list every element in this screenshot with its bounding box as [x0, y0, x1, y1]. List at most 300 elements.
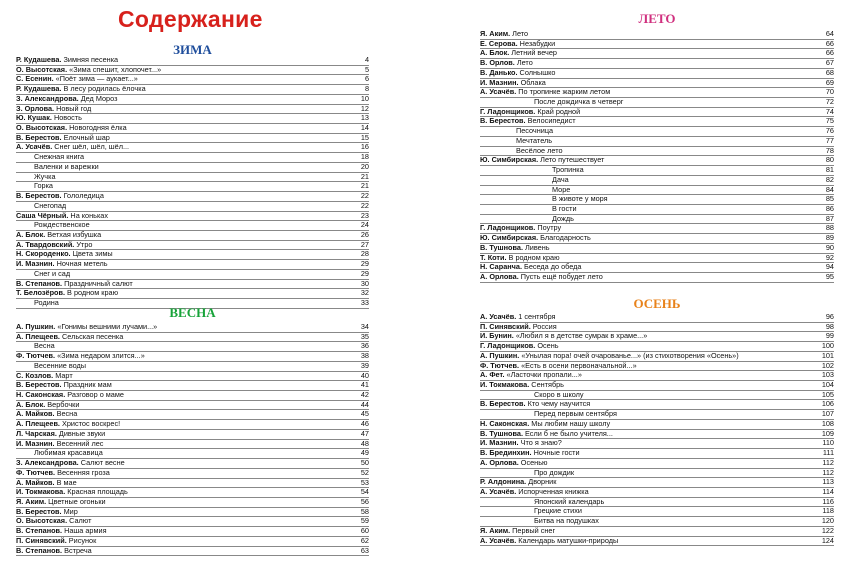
toc-entry[interactable]	[16, 289, 369, 299]
toc-entry-text	[480, 448, 580, 457]
toc-entry-page: 87	[825, 213, 834, 223]
toc-entry-text	[16, 507, 78, 516]
toc-entry-text	[16, 133, 110, 142]
toc-entry-page: 90	[825, 242, 834, 252]
toc-list-zima	[16, 56, 369, 309]
toc-entry-text	[16, 74, 138, 83]
toc-entry-text	[480, 341, 559, 350]
toc-entry-title: Цвета зимы	[72, 249, 113, 259]
toc-entry-page: 21	[360, 171, 369, 181]
toc-entry-page: 62	[360, 535, 369, 545]
toc-entry-page: 107	[821, 409, 834, 419]
toc-entry-text	[16, 536, 96, 545]
toc-entry-page: 18	[360, 152, 369, 162]
toc-entry-title: Про дождик	[534, 467, 575, 477]
toc-entry-title: Пусть ещё побудет лето	[520, 271, 603, 281]
toc-entry-page: 48	[360, 438, 369, 448]
toc-entry-author: В. Орлов.	[480, 58, 515, 68]
toc-entry-text	[480, 312, 556, 321]
toc-entry[interactable]	[16, 333, 369, 343]
toc-entry-page: 122	[821, 525, 834, 535]
toc-entry-author: Саша Чёрный.	[16, 210, 69, 220]
toc-entry-text	[480, 78, 546, 87]
toc-entry-title: Любимая красавица	[34, 448, 103, 458]
toc-entry-author: И. Бунин.	[480, 331, 514, 341]
toc-entry-title: Сентябрь	[531, 380, 564, 390]
toc-entry-text	[480, 155, 604, 164]
toc-entry-author: А. Блок.	[16, 399, 46, 409]
toc-entry-title: В мае	[56, 477, 77, 487]
toc-entry-title: Осенью	[520, 457, 548, 467]
toc-entry-page: 110	[822, 438, 834, 448]
toc-entry-text	[480, 506, 582, 515]
toc-entry-text	[16, 390, 124, 399]
toc-entry-page: 54	[360, 487, 369, 497]
toc-entry-text	[480, 39, 555, 48]
toc-entry-author: А. Орлова.	[480, 271, 519, 281]
toc-entry-page: 106	[821, 399, 834, 409]
toc-entry-author: Л. Чарская.	[16, 428, 57, 438]
toc-entry-author: В. Тушнова.	[480, 242, 523, 252]
toc-entry-title: Дивные звуки	[58, 428, 106, 438]
toc-entry-text	[16, 269, 70, 278]
toc-entry-title: В родном краю	[67, 288, 119, 298]
toc-entry-text	[480, 146, 563, 155]
toc-entry-author: В. Брединхин.	[480, 448, 532, 458]
toc-entry-author: Т. Белозёров.	[16, 288, 66, 298]
toc-entry-title: Праздник мам	[63, 380, 112, 390]
toc-entry-page: 99	[825, 331, 834, 341]
toc-entry-title: Весенний лес	[56, 438, 104, 448]
toc-entry-text	[480, 204, 577, 213]
toc-entry-text	[16, 191, 104, 200]
toc-entry-title: Праздничный салют	[64, 278, 133, 288]
toc-entry-title: Рождественское	[34, 220, 90, 230]
toc-entry-author: А. Орлова.	[480, 457, 519, 467]
toc-entry-page: 58	[360, 506, 369, 516]
toc-entry-text	[480, 107, 580, 116]
toc-entry[interactable]	[16, 192, 369, 202]
toc-entry-author: О. Высотская.	[16, 516, 68, 526]
toc-entry-author: Н. Саранча.	[480, 262, 522, 272]
toc-entry-title: Разговор о маме	[67, 390, 124, 400]
toc-entry-title: Горка	[34, 181, 53, 191]
toc-entry-author: А. Пушкин.	[480, 350, 520, 360]
toc-entry-title: Поутру	[537, 223, 562, 233]
toc-entry-title: В лесу родилась ёлочка	[63, 84, 146, 94]
toc-entry-title: Лето	[512, 29, 529, 38]
toc-entry-page: 45	[360, 409, 369, 419]
toc-entry-page: 5	[364, 64, 369, 74]
toc-entry-text	[480, 380, 564, 389]
toc-entry-page: 34	[360, 322, 369, 331]
toc-entry-title: Летний вечер	[511, 48, 557, 58]
toc-entry-page: 102	[821, 360, 834, 370]
toc-entry-title: Грецкие стихи	[534, 506, 582, 516]
toc-entry-author: И. Токмакова.	[480, 380, 530, 390]
toc-entry-title: Россия	[532, 321, 557, 331]
toc-entry-page: 26	[360, 229, 369, 239]
toc-entry-title: Мы любим нашу школу	[531, 418, 611, 428]
toc-entry-page: 22	[360, 200, 369, 210]
toc-entry-text	[480, 253, 560, 262]
toc-entry-author: А. Плещеев.	[16, 419, 60, 429]
toc-entry-text	[16, 380, 112, 389]
toc-entry-title: Если б не было учителя...	[525, 428, 613, 438]
toc-entry-title: Снегопад	[34, 200, 67, 210]
toc-entry[interactable]	[480, 273, 834, 283]
toc-entry-page: 98	[825, 321, 834, 331]
toc-entry-page: 23	[360, 210, 369, 220]
toc-entry-title: Салют	[69, 516, 92, 526]
toc-entry-text	[16, 288, 118, 297]
toc-entry-page: 100	[821, 341, 834, 351]
toc-entry-title: Ветхая избушка	[47, 229, 102, 239]
toc-entry-author: В. Берестов.	[16, 191, 62, 201]
toc-entry-author: Ю. Кушак.	[16, 113, 52, 123]
toc-entry-title: Перед первым сентября	[534, 409, 617, 419]
toc-entry-page: 24	[360, 220, 369, 230]
toc-entry-text	[16, 113, 82, 122]
toc-entry-title: В родном краю	[508, 252, 560, 262]
toc-entry-author: А. Фет.	[480, 370, 505, 380]
toc-entry[interactable]	[16, 173, 369, 183]
section-heading-leto: ЛЕТО	[638, 11, 676, 26]
toc-entry-page: 47	[360, 428, 369, 438]
toc-entry-page: 4	[364, 55, 369, 64]
toc-entry-author: Я. Аким.	[480, 525, 511, 535]
toc-entry-author: А. Усачёв.	[480, 312, 517, 321]
toc-entry-page: 41	[360, 380, 369, 390]
toc-entry-title: Ливень	[525, 242, 550, 252]
toc-entry-page: 36	[360, 341, 369, 351]
toc-entry-title: Облака	[520, 77, 546, 87]
toc-entry-author: И. Мазнин.	[16, 259, 55, 269]
toc-entry-page: 44	[360, 399, 369, 409]
toc-entry-author: П. Синявский.	[480, 321, 531, 331]
toc-entry-text	[480, 29, 528, 38]
toc-entry-page: 12	[360, 103, 369, 113]
toc-entry-text	[480, 136, 552, 145]
toc-entry-text	[16, 55, 118, 64]
toc-entry-text	[480, 487, 589, 496]
toc-entry-text	[480, 331, 647, 340]
toc-entry-text	[16, 211, 108, 220]
toc-entry-page: 53	[360, 477, 369, 487]
toc-entry-text	[480, 526, 555, 535]
toc-entry-author: А. Майков.	[16, 409, 55, 419]
toc-entry-author: О. Высотская.	[16, 123, 68, 133]
toc-entry-text	[480, 223, 561, 232]
toc-entry-page: 74	[825, 106, 834, 116]
toc-entry-text	[480, 468, 574, 477]
toc-entry-page: 28	[360, 249, 369, 259]
toc-entry[interactable]	[16, 163, 369, 173]
toc-entry-page: 96	[825, 312, 834, 321]
toc-entry-text	[16, 458, 125, 467]
toc-entry-author: А. Майков.	[16, 477, 55, 487]
toc-entry-page: 29	[360, 268, 369, 278]
toc-entry-page: 39	[360, 360, 369, 370]
toc-entry-author: Г. Ладонщиков.	[480, 106, 536, 116]
toc-entry-page: 105	[821, 389, 834, 399]
toc-entry-page: 59	[360, 516, 369, 526]
toc-entry-page: 60	[360, 526, 369, 536]
toc-entry-title: «Зима недаром злится...»	[57, 351, 145, 361]
toc-entry-page: 94	[825, 262, 834, 272]
toc-entry-title: Что я знаю?	[520, 438, 562, 448]
toc-entry-text	[480, 272, 603, 281]
toc-entry-title: По тропинке жарким летом	[518, 87, 611, 97]
toc-entry-page: 32	[360, 288, 369, 298]
toc-entry-page: 81	[825, 165, 834, 175]
toc-entry-title: «Любил я в детстве сумрак в храме...»	[515, 331, 648, 341]
toc-entry-title: «Зима спешит, хлопочет...»	[69, 64, 162, 74]
toc-entry-title: Беседа до обеда	[524, 262, 582, 272]
toc-entry-author: Р. Кудашева.	[16, 55, 62, 64]
toc-entry-text	[16, 439, 103, 448]
toc-entry-title: Новый год	[56, 103, 92, 113]
toc-entry-page: 15	[360, 132, 369, 142]
toc-entry-text	[480, 429, 613, 438]
toc-entry-author: З. Александрова.	[16, 458, 79, 468]
toc-entry-page: 22	[360, 191, 369, 201]
toc-entry-page: 40	[360, 370, 369, 380]
toc-entry-page: 20	[360, 161, 369, 171]
toc-entry-text	[480, 97, 623, 106]
toc-entry-page: 114	[822, 486, 834, 496]
toc-entry-author: А. Пушкин.	[16, 322, 56, 331]
toc-entry-title: Солнышко	[519, 67, 556, 77]
toc-entry-title: Осень	[537, 341, 559, 351]
toc-entry-page: 85	[825, 194, 834, 204]
toc-entry-author: И. Мазнин.	[480, 438, 519, 448]
toc-entry-author: Е. Серова.	[480, 38, 518, 48]
toc-entry-page: 49	[360, 448, 369, 458]
toc-entry-text	[16, 104, 91, 113]
section-heading-vesna: ВЕСНА	[169, 305, 216, 320]
toc-entry-page: 27	[360, 239, 369, 249]
toc-entry-title: Новогодняя ёлка	[69, 123, 127, 133]
toc-entry-author: Я. Аким.	[480, 29, 511, 38]
toc-entry-title: Весна	[34, 341, 55, 351]
toc-entry-author: А. Усачёв.	[480, 87, 517, 97]
toc-entry-author: В. Берестов.	[16, 506, 62, 516]
toc-entry-text	[16, 162, 99, 171]
toc-entry[interactable]	[16, 547, 369, 557]
toc-entry-text	[480, 351, 739, 360]
toc-entry-author: И. Мазнин.	[480, 77, 519, 87]
toc-entry-text	[480, 536, 618, 545]
toc-entry-author: В. Берестов.	[480, 116, 526, 126]
toc-entry-text	[16, 322, 157, 331]
toc-entry-text	[480, 185, 570, 194]
toc-entry-text	[16, 497, 106, 506]
toc-entry-page: 42	[360, 390, 369, 400]
toc-entry-author: В. Тушнова.	[480, 428, 523, 438]
toc-entry-page: 8	[364, 84, 369, 94]
toc-entry-title: Снег и сад	[34, 268, 71, 278]
toc-entry-page: 14	[360, 123, 369, 133]
toc-entry-title: Лето	[516, 58, 533, 68]
toc-entry-page: 124	[821, 535, 834, 545]
toc-entry-author: И. Мазнин.	[16, 438, 55, 448]
toc-entry-title: Испорченная книжка	[518, 486, 589, 496]
toc-entry-author: Г. Ладонщиков.	[480, 341, 536, 351]
toc-entry-author: В. Берестов.	[16, 132, 62, 142]
toc-entry-title: Лето путешествует	[540, 155, 605, 165]
toc-entry-author: В. Берестов.	[16, 380, 62, 390]
toc-entry-page: 66	[825, 48, 834, 58]
toc-entry-title: «Поёт зима — аукает...»	[55, 74, 138, 84]
toc-entry-author: Ф. Тютчев.	[16, 351, 56, 361]
toc-entry-title: Елочный шар	[63, 132, 110, 142]
toc-entry-text	[16, 65, 161, 74]
toc-entry-page: 112	[822, 467, 834, 477]
page-title: Содержание	[118, 6, 263, 32]
toc-entry-author: Ф. Тютчев.	[480, 360, 520, 370]
toc-entry-text	[480, 48, 557, 57]
toc-entry-text	[16, 279, 133, 288]
toc-entry-title: На коньках	[70, 210, 109, 220]
toc-entry-text	[16, 259, 108, 268]
toc-entry-text	[16, 526, 107, 535]
toc-entry-page: 75	[825, 116, 834, 126]
toc-entry-text	[16, 361, 86, 370]
toc-entry-title: Наша армия	[64, 526, 107, 536]
toc-entry-author: А. Блок.	[16, 229, 46, 239]
toc-entry-page: 72	[825, 97, 834, 107]
toc-entry-title: Кто чему научится	[527, 399, 591, 409]
toc-entry-author: Ю. Симбирская.	[480, 155, 539, 165]
toc-entry-title: Цветные огоньки	[48, 496, 106, 506]
toc-entry-page: 21	[360, 181, 369, 191]
toc-entry-page: 104	[821, 380, 834, 390]
toc-entry-title: 1 сентября	[518, 312, 556, 321]
toc-entry-text	[480, 233, 591, 242]
toc-entry-text	[16, 332, 123, 341]
toc-entry-text	[16, 201, 66, 210]
toc-entry-text	[16, 429, 105, 438]
toc-entry-text	[16, 123, 127, 132]
toc-entry-title: Снег шёл, шёл, шёл...	[54, 142, 130, 152]
toc-entry-page: 68	[825, 67, 834, 77]
toc-entry-text	[480, 477, 556, 486]
toc-entry-text	[16, 94, 117, 103]
toc-entry-title: Благодарность	[540, 233, 591, 243]
toc-entry-text	[480, 322, 557, 331]
toc-entry-author: А. Твардовский.	[16, 239, 75, 249]
toc-entry-author: В. Берестов.	[480, 399, 526, 409]
toc-entry-title: Дед Мороз	[80, 93, 118, 103]
toc-entry-text	[16, 448, 103, 457]
toc-entry-page: 64	[825, 29, 834, 38]
toc-entry-page: 84	[825, 184, 834, 194]
toc-entry[interactable]	[480, 537, 834, 547]
toc-entry-author: П. Синявский.	[16, 535, 67, 545]
toc-entry-page: 82	[825, 174, 834, 184]
toc-entry-text	[16, 341, 55, 350]
toc-entry-title: Новость	[53, 113, 82, 123]
toc-entry-title: Тропинка	[552, 165, 584, 175]
toc-entry-title: После дождичка в четверг	[534, 97, 624, 107]
toc-entry-page: 56	[360, 496, 369, 506]
toc-entry-text	[480, 126, 553, 135]
toc-entry[interactable]	[480, 49, 834, 59]
toc-entry-title: Весёлое лето	[516, 145, 563, 155]
toc-entry-author: А. Усачёв.	[16, 142, 53, 152]
toc-list-vesna	[16, 323, 369, 556]
toc-entry-title: Весенняя гроза	[57, 467, 110, 477]
toc-entry-author: О. Высотская.	[16, 64, 68, 74]
toc-entry-page: 35	[360, 331, 369, 341]
toc-entry-page: 109	[821, 428, 834, 438]
toc-entry-text	[480, 390, 584, 399]
toc-entry-page: 46	[360, 419, 369, 429]
toc-entry-text	[480, 370, 582, 379]
toc-entry-text	[16, 468, 110, 477]
toc-entry-text	[16, 516, 91, 525]
toc-entry-page: 29	[360, 259, 369, 269]
toc-entry-author: И. Токмакова.	[16, 487, 66, 497]
toc-entry-text	[480, 516, 599, 525]
toc-entry-title: Незабудки	[519, 38, 556, 48]
toc-entry-author: В. Степанов.	[16, 526, 63, 536]
toc-entry-page: 63	[360, 545, 369, 555]
toc-entry-title: Песочница	[516, 126, 554, 136]
toc-entry-page: 30	[360, 278, 369, 288]
toc-entry-title: Сельская песенка	[61, 331, 124, 341]
toc-entry-title: Мир	[63, 506, 78, 516]
toc-entry-title: Битва на подушках	[534, 516, 599, 526]
toc-entry-text	[480, 399, 590, 408]
toc-list-leto	[480, 30, 834, 283]
toc-entry-page: 6	[364, 74, 369, 84]
toc-entry-title: Дворник	[528, 477, 557, 487]
toc-entry-title: Ночная метель	[56, 259, 108, 269]
toc-entry-title: Вербочки	[47, 399, 80, 409]
toc-entry-page: 89	[825, 233, 834, 243]
toc-entry-author: А. Блок.	[480, 48, 510, 58]
toc-entry-text	[480, 68, 555, 77]
section-heading-osen: ОСЕНЬ	[633, 296, 681, 311]
toc-entry-title: Море	[552, 184, 571, 194]
toc-entry-page: 80	[825, 155, 834, 165]
toc-entry-title: Жучка	[34, 171, 56, 181]
toc-entry-page: 120	[821, 516, 834, 526]
toc-entry-text	[16, 419, 120, 428]
toc-entry-text	[480, 194, 608, 203]
toc-entry-text	[480, 497, 604, 506]
toc-entry-page: 38	[360, 351, 369, 361]
toc-entry-title: Салют весне	[80, 458, 125, 468]
toc-entry-title: Мечтатель	[516, 135, 553, 145]
toc-entry-title: «Унылая пора! очей очарованье...» (из стихотворения «Осень»)	[521, 350, 739, 360]
toc-entry-page: 77	[825, 135, 834, 145]
toc-entry-title: Скоро в школу	[534, 389, 584, 399]
toc-entry-title: Зимняя песенка	[63, 55, 119, 64]
toc-entry-page: 78	[825, 145, 834, 155]
toc-entry-author: Г. Ладонщиков.	[480, 223, 536, 233]
toc-entry-author: В. Степанов.	[16, 278, 63, 288]
toc-entry-author: А. Усачёв.	[480, 486, 517, 496]
toc-entry-text	[16, 249, 113, 258]
toc-entry-page: 33	[360, 297, 369, 307]
toc-entry-title: Снежная книга	[34, 152, 85, 162]
toc-entry-page: 92	[825, 252, 834, 262]
toc-entry-title: В гости	[552, 203, 577, 213]
toc-entry-text	[16, 84, 146, 93]
